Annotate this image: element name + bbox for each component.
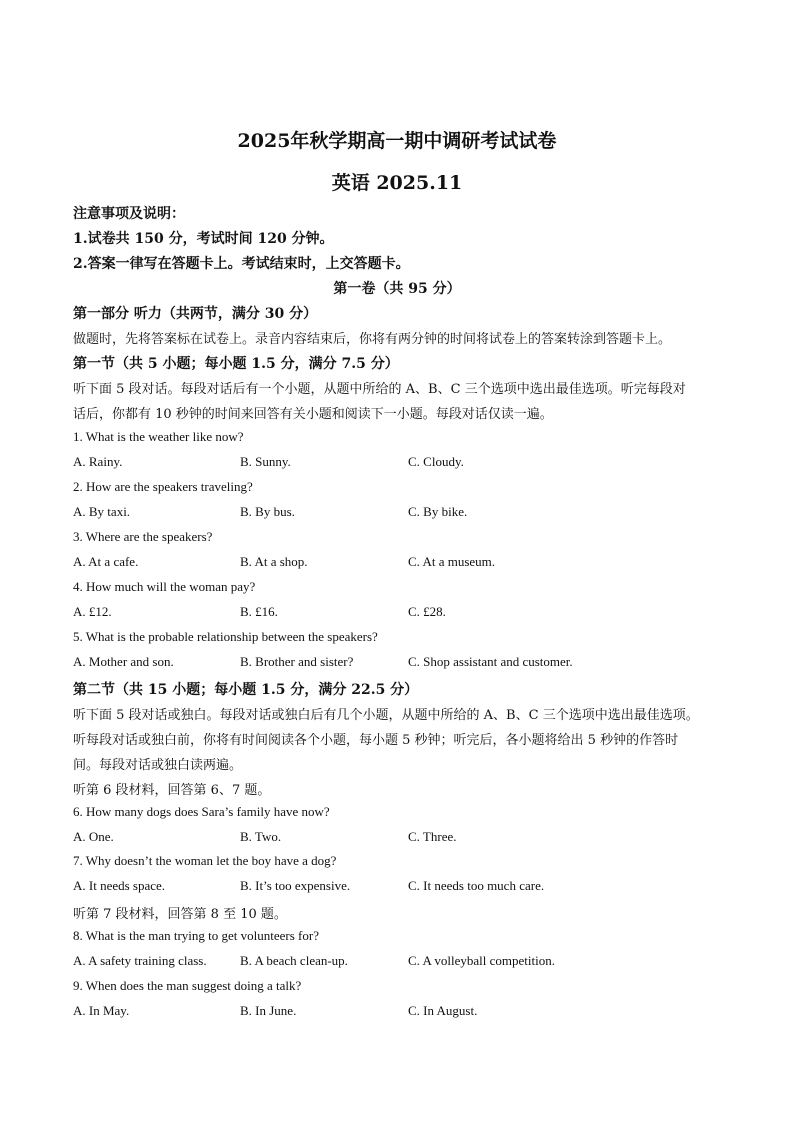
- section1-instruction-line: 听下面 5 段对话。每段对话后有一个小题，从题中所给的 A、B、C 三个选项中选出最佳选项。听完每段对: [73, 382, 686, 397]
- option-b: B. Brother and sister?: [240, 654, 354, 669]
- option-a: A. A safety training class.: [73, 953, 207, 968]
- option-a: A. One.: [73, 829, 114, 844]
- option-b: B. Two.: [240, 829, 282, 844]
- question-stem: 8. What is the man trying to get volunteers for?: [73, 928, 319, 943]
- exam-subtitle: 英语 2025.11: [331, 172, 463, 194]
- material-note: 听第 6 段材料，回答第 6、7 题。: [73, 783, 271, 798]
- option-c: C. In August.: [408, 1003, 478, 1018]
- option-b: B. £16.: [240, 604, 278, 619]
- option-a: A. £12.: [73, 604, 112, 619]
- material-note: 听第 7 段材料，回答第 8 至 10 题。: [73, 907, 287, 922]
- section1-heading: 第一节（共 5 小题；每小题 1.5 分，满分 7.5 分）: [73, 356, 399, 372]
- option-a: A. It needs space.: [73, 878, 166, 893]
- question-stem: 6. How many dogs does Sara’s family have now?: [73, 804, 330, 819]
- option-b: B. It’s too expensive.: [240, 878, 351, 893]
- part1-instruction: 做题时，先将答案标在试卷上。录音内容结束后，你将有两分钟的时间将试卷上的答案转涂到答题卡上。: [73, 332, 672, 347]
- option-b: B. A beach clean-up.: [240, 953, 348, 968]
- option-b: B. In June.: [240, 1003, 297, 1018]
- option-c: C. A volleyball competition.: [408, 953, 555, 968]
- option-b: B. At a shop.: [240, 554, 308, 569]
- section2-instruction-line: 间。每段对话或独白读两遍。: [73, 758, 243, 773]
- section1-instruction-line: 话后，你都有 10 秒钟的时间来回答有关小题和阅读下一小题。每段对话仅读一遍。: [73, 407, 553, 422]
- option-c: C. Shop assistant and customer.: [408, 654, 573, 669]
- part1-heading: 第一部分 听力（共两节，满分 30 分）: [73, 306, 318, 322]
- option-c: C. It needs too much care.: [408, 878, 545, 893]
- option-c: C. By bike.: [408, 504, 468, 519]
- section2-instruction-line: 听每段对话或独白前，你将有时间阅读各个小题，每小题 5 秒钟；听完后，各小题将给出 5 秒钟的作答时: [73, 733, 679, 748]
- option-c: C. Three.: [408, 829, 457, 844]
- option-b: B. Sunny.: [240, 454, 291, 469]
- question-stem: 3. Where are the speakers?: [73, 529, 213, 544]
- option-a: A. Rainy.: [73, 454, 123, 469]
- question-stem: 5. What is the probable relationship between the speakers?: [73, 629, 378, 644]
- notes-heading: 注意事项及说明：: [73, 206, 185, 222]
- question-stem: 4. How much will the woman pay?: [73, 579, 256, 594]
- notes-item-2: 2.答案一律写在答题卡上。考试结束时，上交答题卡。: [73, 256, 410, 272]
- option-c: C. Cloudy.: [408, 454, 464, 469]
- exam-title: 2025年秋学期高一期中调研考试试卷: [237, 130, 557, 152]
- option-a: A. By taxi.: [73, 504, 131, 519]
- volume-heading: 第一卷（共 95 分）: [333, 281, 461, 297]
- question-stem: 1. What is the weather like now?: [73, 429, 244, 444]
- question-stem: 7. Why doesn’t the woman let the boy have a dog?: [73, 853, 337, 868]
- question-stem: 2. How are the speakers traveling?: [73, 479, 253, 494]
- option-c: C. £28.: [408, 604, 446, 619]
- section2-instruction-line: 听下面 5 段对话或独白。每段对话或独白后有几个小题，从题中所给的 A、B、C 三个选项中选出最佳选项。: [73, 708, 699, 723]
- section2-heading: 第二节（共 15 小题；每小题 1.5 分，满分 22.5 分）: [73, 682, 419, 698]
- option-c: C. At a museum.: [408, 554, 496, 569]
- option-b: B. By bus.: [240, 504, 295, 519]
- notes-item-1: 1.试卷共 150 分，考试时间 120 分钟。: [73, 231, 334, 247]
- option-a: A. At a cafe.: [73, 554, 139, 569]
- option-a: A. In May.: [73, 1003, 130, 1018]
- question-stem: 9. When does the man suggest doing a talk?: [73, 978, 302, 993]
- option-a: A. Mother and son.: [73, 654, 174, 669]
